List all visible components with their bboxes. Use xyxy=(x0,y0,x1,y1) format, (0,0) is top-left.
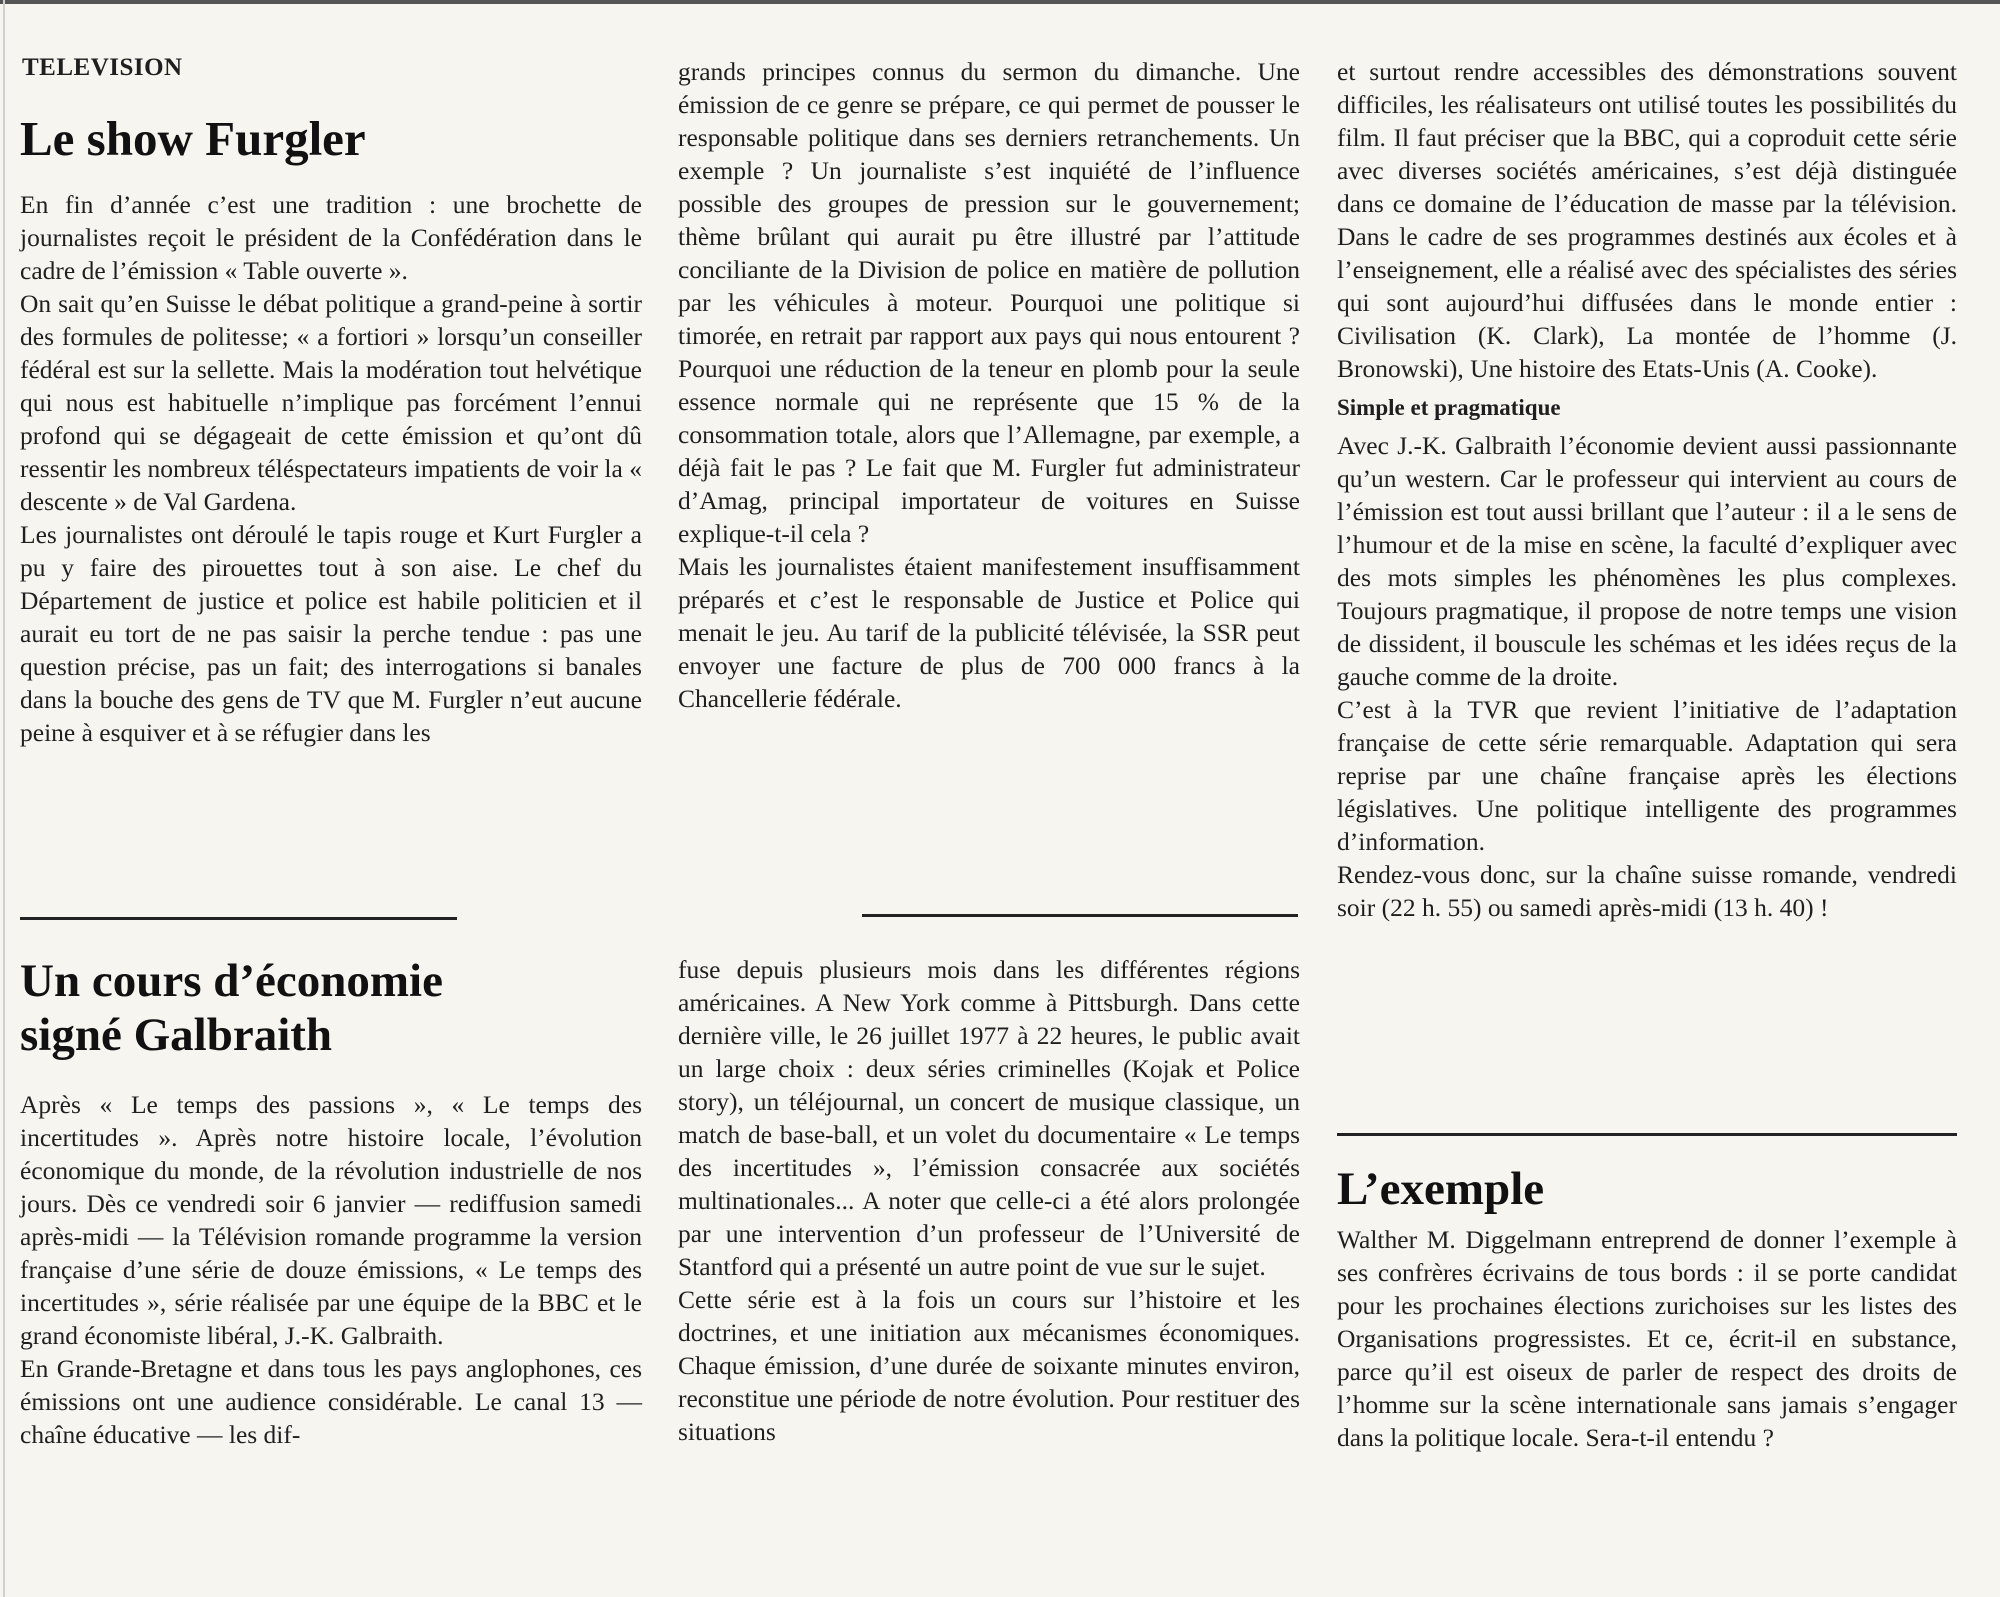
article2-column2 xyxy=(678,953,1300,1448)
article1-title: Le show Furgler xyxy=(20,111,366,166)
article3-title: L’exemple xyxy=(1337,1163,1545,1215)
section-label: TELEVISION xyxy=(22,54,183,81)
article2-column1 xyxy=(20,1088,642,1451)
article1-paragraph: Mais les journalistes étaient manifestement insuffisamment préparés et c’est le responsable de Justice et Police qui menait le jeu. Au tarif de la publicité télévisée, la SSR peut envoyer une facture de plus de 700 000 francs à la Chancellerie fédérale. xyxy=(678,552,1300,713)
article1-paragraph: En fin d’année c’est une tradition : une brochette de journalistes reçoit le président de la Confédération dans le cadre de l’émission « Table ouverte ». xyxy=(20,190,642,285)
article2-title-line2: signé Galbraith xyxy=(20,1009,333,1061)
separator-rule xyxy=(20,917,457,920)
article1-paragraph: On sait qu’en Suisse le débat politique a grand-peine à sortir des formules de politesse; « a fortiori » lorsqu’un conseiller fédéral est sur la sellette. Mais la modération tout helvétique qui nous est habituelle n’implique pas forcément l’ennui profond qui se dégageait de cette émission et qu’ont dû ressentir les nombreux téléspectateurs impatients de voir la « descente » de Val Gardena. xyxy=(20,289,642,516)
article2-column3 xyxy=(1337,55,1957,924)
article3-column xyxy=(1337,1223,1957,1454)
left-border xyxy=(3,0,5,1597)
article1-paragraph: Les journalistes ont déroulé le tapis rouge et Kurt Furgler a pu y faire des pirouettes tout à son aise. Le chef du Département de justice et police est habile politicien et il aurait eu tort de ne pas saisir la perche tendue : pas une question précise, pas un fait; des interrogations si banales dans la bouche des gens de TV que M. Furgler n’eut aucune peine à esquiver et à se réfugier dans les xyxy=(20,520,642,747)
separator-rule xyxy=(1337,1133,1957,1136)
article2-paragraph: En Grande-Bretagne et dans tous les pays anglophones, ces émissions ont une audience considérable. Le canal 13 — chaîne éducative — les dif- xyxy=(20,1354,642,1449)
top-border xyxy=(0,0,2000,4)
article1-column2 xyxy=(678,55,1300,715)
article2-subhead: Simple et pragmatique xyxy=(1337,395,1561,420)
article2-paragraph: Avec J.-K. Galbraith l’économie devient aussi passionnante qu’un western. Car le professeur qui intervient au cours de l’émission est tout aussi brillant que l’auteur : il a le sens de l’humour et de la mise en scène, la faculté d’expliquer avec des mots simples les phénomènes les plus complexes. Toujours pragmatique, il propose de notre temps une vision de dissident, il bouscule les schémas et les idées reçus de la gauche comme de la droite. xyxy=(1337,431,1957,691)
article2-paragraph: C’est à la TVR que revient l’initiative de l’adaptation française de cette série remarquable. Adaptation qui sera reprise par une chaîne française après les élections législatives. Une politique intelligente des programmes d’information. xyxy=(1337,695,1957,856)
article1-column1 xyxy=(20,188,642,749)
article2-paragraph: Rendez-vous donc, sur la chaîne suisse romande, vendredi soir (22 h. 55) ou samedi après-midi (13 h. 40) ! xyxy=(1337,860,1957,922)
article3-paragraph: Walther M. Diggelmann entreprend de donner l’exemple à ses confrères écrivains de tous bords : il se porte candidat pour les prochaines élections zurichoises sur les listes des Organisations progressistes. Et ce, écrit-il en substance, parce qu’il est oiseux de parler de respect des droits de l’homme sur la scène internationale sans jamais s’engager dans la politique locale. Sera-t-il entendu ? xyxy=(1337,1225,1957,1452)
article2-paragraph: Après « Le temps des passions », « Le temps des incertitudes ». Après notre histoire locale, l’évolution économique du monde, de la révolution industrielle de nos jours. Dès ce vendredi soir 6 janvier — rediffusion samedi après-midi — la Télévision romande programme la version française d’une série de douze émissions, « Le temps des incertitudes », série réalisée par une équipe de la BBC et le grand économiste libéral, J.-K. Galbraith. xyxy=(20,1090,642,1350)
separator-rule xyxy=(862,914,1298,917)
article2-paragraph: et surtout rendre accessibles des démonstrations souvent difficiles, les réalisateurs ont utilisé toutes les possibilités du film. Il faut préciser que la BBC, qui a coproduit cette série avec diverses sociétés américaines, s’est déjà distinguée dans ce domaine de l’éducation de masse par la télévision. Dans le cadre de ses programmes destinés aux écoles et à l’enseignement, elle a réalisé avec des spécialistes des séries qui sont aujourd’hui diffusées dans le monde entier : Civilisation (K. Clark), La montée de l’homme (J. Bronowski), Une histoire des Etats-Unis (A. Cooke). xyxy=(1337,57,1957,383)
article2-title-line1: Un cours d’économie xyxy=(20,955,443,1007)
article2-paragraph: Cette série est à la fois un cours sur l’histoire et les doctrines, et une initiation aux mécanismes économiques. Chaque émission, d’une durée de soixante minutes environ, reconstitue une période de notre évolution. Pour restituer des situations xyxy=(678,1285,1300,1446)
article2-paragraph: fuse depuis plusieurs mois dans les différentes régions américaines. A New York comme à Pittsburgh. Dans cette dernière ville, le 26 juillet 1977 à 22 heures, le public avait un large choix : deux séries criminelles (Kojak et Police story), un téléjournal, un concert de musique classique, un match de base-ball, et un volet du documentaire « Le temps des incertitudes », l’émission consacrée aux sociétés multinationales... A noter que celle-ci a été alors prolongée par une intervention d’un professeur de l’Université de Stantford qui a présenté un autre point de vue sur le sujet. xyxy=(678,955,1300,1281)
article1-paragraph: grands principes connus du sermon du dimanche. Une émission de ce genre se prépare, ce qui permet de pousser le responsable politique dans ses derniers retranchements. Un exemple ? Un journaliste s’est inquiété de l’influence possible des groupes de pression sur le gouvernement; thème brûlant qui aurait pu être illustré par l’attitude conciliante de la Division de police en matière de pollution par les véhicules à moteur. Pourquoi une politique si timorée, en retrait par rapport aux pays qui nous entourent ? Pourquoi une réduction de la teneur en plomb pour la seule essence normale qui ne représente que 15 % de la consommation totale, alors que l’Allemagne, par exemple, a déjà fait le pas ? Le fait que M. Furgler fut administrateur d’Amag, principal importateur de voitures en Suisse explique-t-il cela ? xyxy=(678,57,1300,548)
